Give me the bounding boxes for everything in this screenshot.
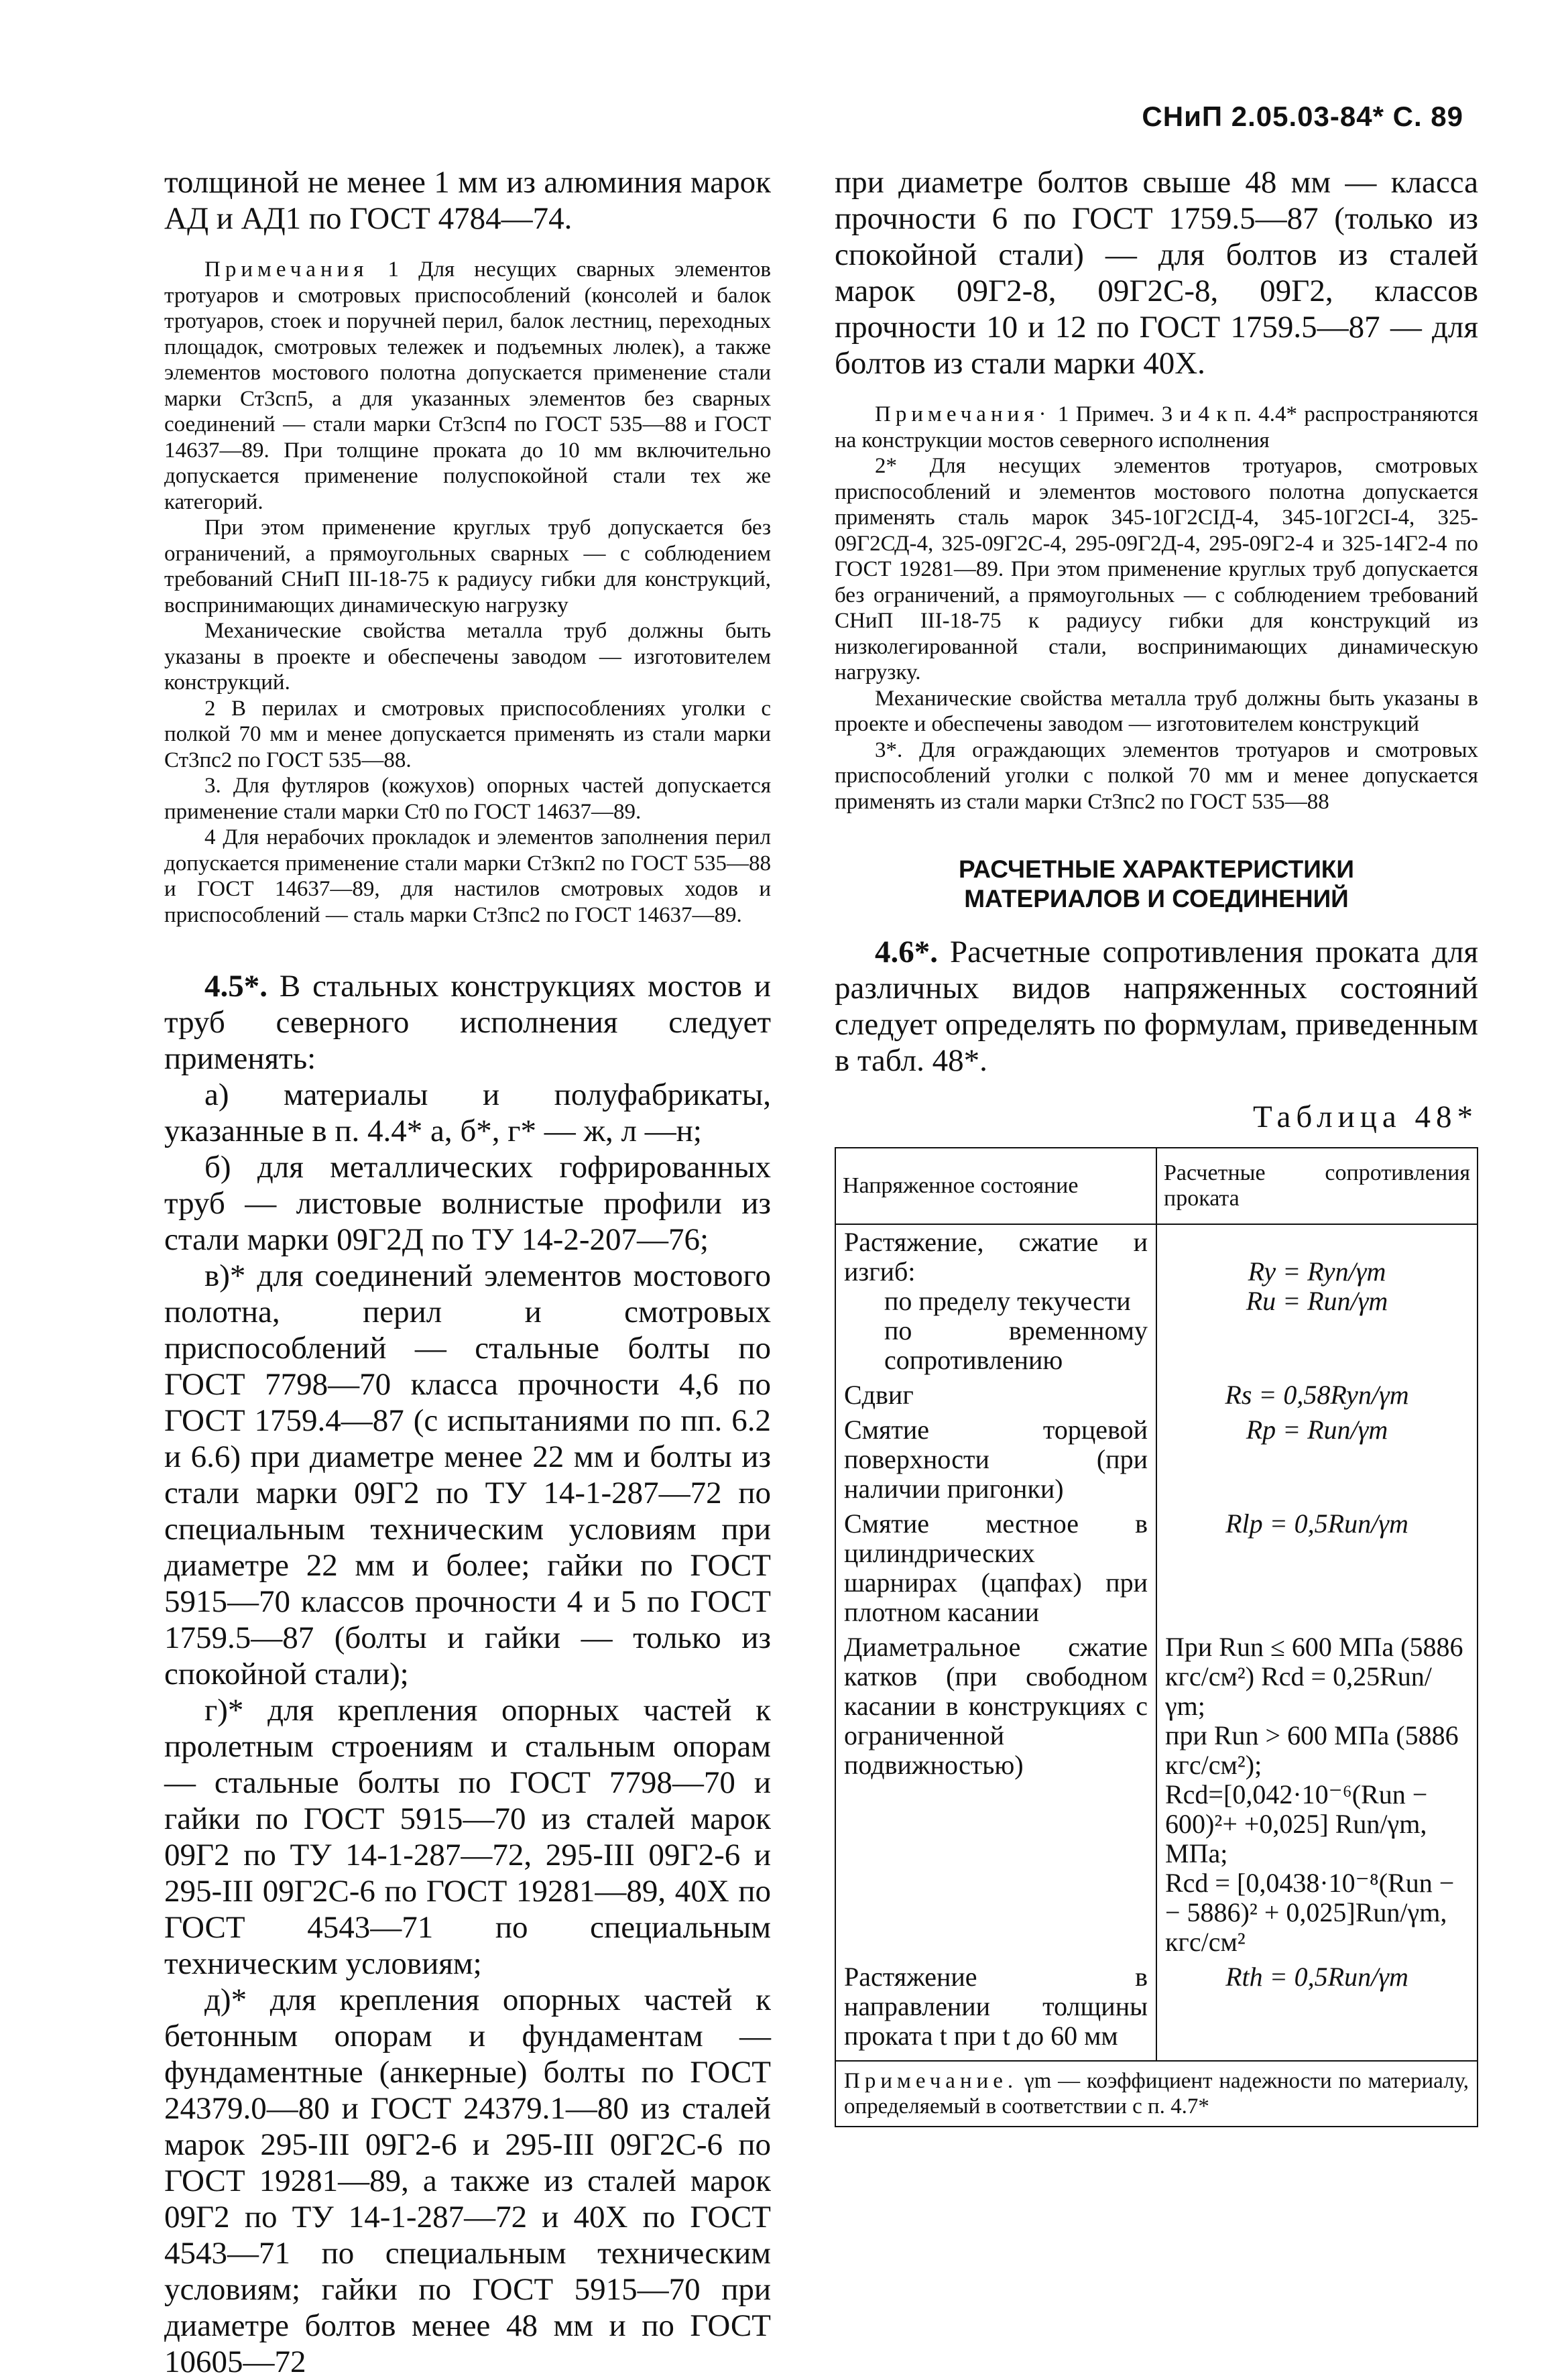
table-row: Растяжение, сжатие и изгиб: по пределу текучести по временному сопротивлению Ry = Ryn/γm Ru = Run/γm [835, 1224, 1478, 1378]
notes-block-right [835, 402, 1478, 815]
clause-4-5 [164, 968, 771, 2380]
note-2: 2* Для несущих элементов тротуаров, смотровых приспособлений и элементов мостового полотна допускается применять сталь марок 345-10Г2СIД-4, 345-10Г2СI-4, 325-09Г2СД-4, 325-09Г2С-4, 295-09Г2Д-4, 295-09Г2-4 и 325-14Г2-4 по ГОСТ 19281—89. При этом применение круглых труб допускается без ограничений, а прямоугольных — с соблюдением требований СНиП III-18-75 к радиусу гибки для конструкций из низколегированной стали, воспринимающих динамическую нагрузку. [835, 454, 1478, 685]
table-note-text: γm — коэффициент надежности по материалу, определяемый в соответствии с п. 4.7* [844, 2069, 1469, 2119]
table-note-label: Примечание. [844, 2069, 1018, 2093]
note-1-cont-b: Механические свойства металла труб должны быть указаны в проекте и обеспечены заводом — изготовителем конструкций. [164, 619, 771, 695]
continuation-paragraph: при диаметре болтов свыше 48 мм — класса прочности 6 по ГОСТ 1759.5—87 (только из спокойной стали) — для болтов из сталей марок 09Г2-8, 09Г2С-8, 09Г2, классов прочности 10 и 12 по ГОСТ 1759.5—87 — для болтов из стали марки 40Х. [835, 165, 1478, 381]
note-4: 4 Для нерабочих прокладок и элементов заполнения перил допускается применение стали марки Ст3кп2 по ГОСТ 535—88 и ГОСТ 14637—89, для настилов смотровых ходов и приспособлений — сталь марки Ст3пс2 по ГОСТ 14637—89. [164, 825, 771, 927]
list-item: б) для металлических гофрированных труб — листовые волнистые профили из стали марки 09Г2Д по ТУ 14-2-207—76; [164, 1150, 771, 1257]
clause-4-6: 4.6*. Расчетные сопротивления проката для различных видов напряженных состояний следует определять по формулам, приведенным в табл. 48*. [835, 935, 1478, 1078]
notes-block-left [164, 257, 771, 928]
intro-paragraph: толщиной не менее 1 мм из алюминия марок АД и АД1 по ГОСТ 4784—74. [164, 165, 771, 236]
table-row: Диаметральное сжатие катков (при свободном касании в конструкциях с ограниченной подвижностью) При Run ≤ 600 МПа (5886 кгс/см²) Rcd = 0,25Run/γm; при Run > 600 МПа (5886 кгс/см²); Rcd=[0,042·10⁻⁶(Run − 600)²+ +0,025] Run/γm, МПа; Rcd = [0,0438·10⁻⁸(Run − − 5886)² + 0,025]Run/γm, кгс/см² [835, 1630, 1478, 1960]
list-item: д)* для крепления опорных частей к бетонным опорам и фундаментам — фундаментные (анкерные) болты по ГОСТ 24379.0—80 и ГОСТ 24379.1—80 из сталей марок 295-III 09Г2-6 и 295-III 09Г2С-6 по ГОСТ 19281—89, а также из сталей марок 09Г2 по ТУ 14-1-287—72 и 40Х по ГОСТ 4543—71 по специальным техническим условиям; гайки по ГОСТ 5915—70 при диаметре болтов менее 48 мм и по ГОСТ 10605—72 [164, 1982, 771, 2379]
list-item: а) материалы и полуфабрикаты, указанные в п. 4.4* а, б*, г* — ж, л —н; [164, 1077, 771, 1148]
table-row: Смятие торцевой поверхности (при наличии пригонки) Rp = Run/γm [835, 1413, 1478, 1506]
table-header-state: Напряженное состояние [835, 1148, 1156, 1224]
table-caption: Таблица 48* [1252, 1099, 1478, 1134]
right-column [835, 164, 1478, 2127]
list-item: г)* для крепления опорных частей к пролетным строениям и стальным опорам — стальные болты по ГОСТ 7798—70 и гайки по ГОСТ 5915—70 из сталей марок 09Г2 по ТУ 14-1-287—72, 295-III 09Г2-6 и 295-III 09Г2С-6 по ГОСТ 19281—89, 40Х по ГОСТ 4543—71 по специальным техническим условиям; [164, 1693, 771, 1981]
clause-4-5-lead: 4.5*. В стальных конструкциях мостов и труб северного исполнения следует применять: [164, 969, 771, 1076]
table-row: Сдвиг Rs = 0,58Ryn/γm [835, 1378, 1478, 1413]
note-3: 3*. Для ограждающих элементов тротуаров и смотровых приспособлений уголки с полкой 70 мм и менее допускается применять из стали марки Ст3пс2 по ГОСТ 535—88 [835, 737, 1478, 814]
list-item: в)* для соединений элементов мостового полотна, перил и смотровых приспособлений — стальные болты по ГОСТ 7798—70 класса прочности 4,6 по ГОСТ 1759.4—87 (с испытаниями по пп. 6.2 и 6.6) при диаметре менее 22 мм и болты из стали марки 09Г2 по ТУ 14-1-287—72 по специальным техническим условиям при диаметре 22 мм и более; гайки по ГОСТ 5915—70 классов прочности 4 и 5 по ГОСТ 1759.5—87 (болты и гайки — только из спокойной стали); [164, 1258, 771, 1691]
note-1: Примечания 1 Для несущих сварных элементов тротуаров и смотровых приспособлений (консолей и балок тротуаров, стоек и поручней перил, балок лестниц, переходных площадок, смотровых тележек и подъемных люлек), а также элементов мостового полотна допускается применение стали марки Ст3сп5, а для указанных элементов без сварных соединений — стали марки Ст3сп4 по ГОСТ 535—88 и ГОСТ 14637—89. При толщине проката до 10 мм включительно допускается применение полуспокойной стали тех же категорий. [164, 257, 772, 514]
table-row: Растяжение в направлении толщины проката t при t до 60 мм Rth = 0,5Run/γm [835, 1960, 1478, 2061]
note-2: 2 В перилах и смотровых приспособлениях уголки с полкой 70 мм и менее допускается применять из стали марки Ст3пс2 по ГОСТ 535—88. [164, 696, 771, 772]
table-header-resistance: Расчетные сопротивления проката [1156, 1148, 1478, 1224]
note-2-cont: Механические свойства металла труб должны быть указаны в проекте и обеспечены заводом — изготовителем конструкций [835, 686, 1478, 736]
note-1-cont-a: При этом применение круглых труб допускается без ограничений, а прямоугольных сварных — с соблюдением требований СНиП III-18-75 к радиусу гибки для конструкций, воспринимающих динамическую нагрузку [164, 516, 771, 617]
note-3: 3. Для футляров (кожухов) опорных частей допускается применение стали марки Ст0 по ГОСТ 14637—89. [164, 774, 771, 824]
clause-number: 4.5*. [204, 969, 267, 1004]
table-row: Смятие местное в цилиндрических шарнирах (цапфах) при плотном касании Rlp = 0,5Run/γm [835, 1506, 1478, 1630]
left-column [164, 164, 771, 2380]
page-header: СНиП 2.05.03-84* С. 89 [1142, 101, 1463, 132]
notes-label: Примечания· [875, 402, 1051, 426]
notes-label: Примечания [204, 257, 369, 282]
note-1: Примечания· 1 Примеч. 3 и 4 к п. 4.4* распространяются на конструкции мостов северного исполнения [835, 402, 1478, 453]
table-48 [835, 1147, 1478, 2127]
section-title: РАСЧЕТНЫЕ ХАРАКТЕРИСТИКИ МАТЕРИАЛОВ И СОЕДИНЕНИЙ [959, 855, 1354, 912]
clause-number: 4.6*. [875, 935, 938, 969]
table-note-row [835, 2061, 1478, 2127]
